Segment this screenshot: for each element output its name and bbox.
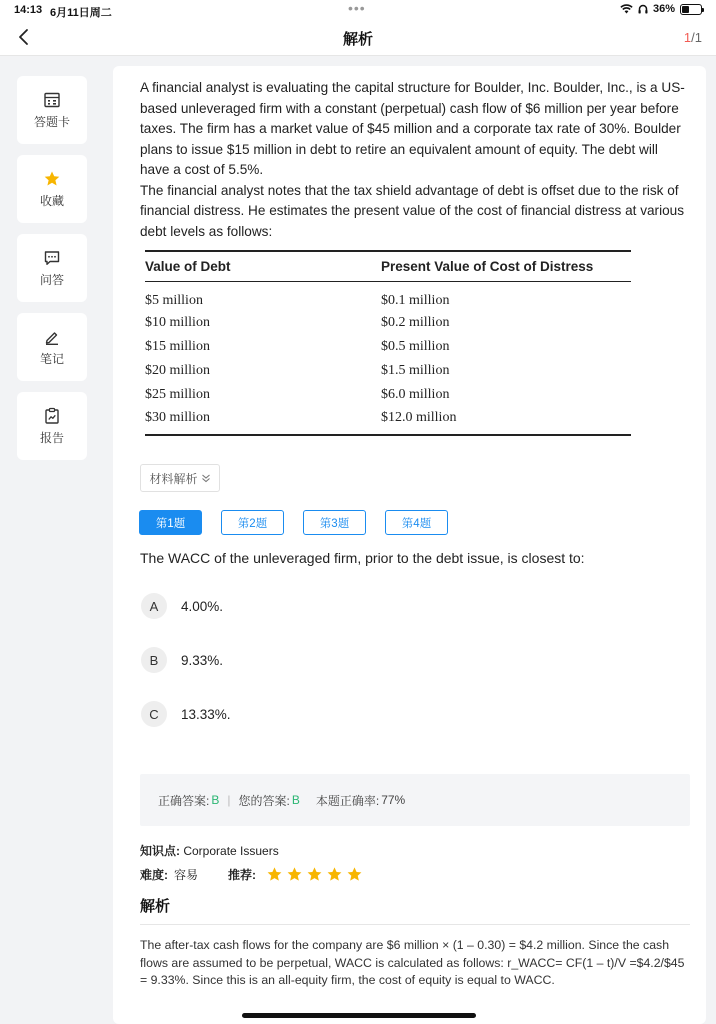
table-cell: $5 million (145, 292, 203, 308)
sidebar-item-notes[interactable] (17, 313, 87, 381)
table-cell: $30 million (145, 407, 381, 435)
page-indicator (684, 30, 702, 45)
star-icon (266, 866, 283, 883)
knowledge-value: Corporate Issuers (183, 844, 279, 858)
recommend-stars (266, 866, 363, 883)
home-indicator[interactable] (242, 1013, 476, 1018)
option-b[interactable] (141, 647, 223, 673)
table-row (145, 407, 631, 435)
sidebar-item-label: 问答 (39, 272, 64, 287)
multitask-dots[interactable]: ••• (348, 0, 366, 16)
sidebar-item-report[interactable] (17, 392, 87, 460)
table-header-row (145, 251, 631, 282)
explanation-text: The after-tax cash flows for the company are $6 million × (1 – 0.30) = $4.2 million. Since the cash flows are assumed to be perpetual, WACC is calculated as follows: r_WACC= CF(1 – t)/V =$4.2/$45 = 9.33%. Since this is an all-equity firm, the cost of equity is equal to WACC. (140, 938, 685, 987)
table-cell: $15 million (145, 339, 210, 355)
option-letter: B (141, 647, 167, 673)
correct-answer-label: 正确答案: (158, 793, 210, 808)
page-total: /1 (691, 30, 702, 45)
table-cell: $1.5 million (381, 362, 450, 378)
option-text: 13.33%. (181, 706, 231, 722)
tab-question-4[interactable]: 第4题 (385, 510, 448, 535)
table-cell: $0.5 million (381, 339, 450, 355)
status-date: 6月11日周二 (50, 7, 112, 19)
table-cell: $25 million (145, 386, 210, 402)
distress-cost-table (145, 250, 631, 436)
sidebar-item-favorite[interactable] (17, 155, 87, 223)
table-row (145, 359, 631, 383)
accuracy-value: 77% (381, 793, 406, 807)
chat-icon (43, 249, 61, 267)
content-card (113, 66, 706, 1024)
explanation-title: 解析 (140, 898, 171, 915)
battery-icon (680, 4, 702, 15)
knowledge-label: 知识点: (140, 844, 180, 858)
divider (140, 924, 690, 925)
table-row (145, 282, 631, 312)
nav-bar (0, 22, 716, 56)
answer-card-icon (43, 91, 61, 109)
table-cell: $6.0 million (381, 386, 450, 402)
table-header-debt: Value of Debt (145, 251, 381, 282)
table-row (145, 335, 631, 359)
sidebar-item-label: 笔记 (39, 351, 64, 366)
table-cell: $10 million (145, 315, 210, 331)
table-cell: $0.1 million (381, 292, 450, 308)
report-icon (43, 407, 61, 425)
your-answer-label: 您的答案: (238, 793, 290, 808)
table-row (145, 383, 631, 407)
material-explain-label: 材料解析 (149, 471, 198, 486)
star-icon (43, 170, 61, 188)
tab-question-1[interactable]: 第1题 (139, 510, 202, 535)
sidebar-item-answer-card[interactable] (17, 76, 87, 144)
answer-summary (140, 774, 690, 826)
double-chevron-down-icon (201, 473, 211, 483)
sidebar (17, 76, 87, 471)
sidebar-item-label: 答题卡 (33, 114, 70, 129)
sidebar-item-label: 收藏 (39, 193, 64, 208)
status-time: 14:13 (14, 4, 43, 16)
accuracy-label: 本题正确率: (315, 793, 380, 808)
difficulty-row (140, 866, 363, 883)
question-text: The WACC of the unleveraged firm, prior to the debt issue, is closest to: (140, 550, 585, 566)
table-cell: $0.2 million (381, 315, 450, 331)
sidebar-item-label: 报告 (39, 430, 64, 445)
difficulty-value: 容易 (174, 868, 199, 882)
option-letter: C (141, 701, 167, 727)
sidebar-item-qa[interactable] (17, 234, 87, 302)
star-icon (306, 866, 323, 883)
battery-percent: 36% (652, 3, 675, 15)
question-tabs (139, 510, 448, 535)
table-header-cost: Present Value of Cost of Distress (381, 251, 631, 282)
passage-paragraph: The financial analyst notes that the tax shield advantage of debt is offset due to the risk of financial distress. He estimates the present value of the cost of financial distress at various debt levels as follows: (140, 182, 685, 239)
wifi-icon (620, 4, 633, 14)
table-cell: $20 million (145, 362, 210, 378)
option-text: 9.33%. (181, 652, 224, 668)
correct-answer-value: B (211, 793, 220, 807)
star-icon (346, 866, 363, 883)
table-row (145, 312, 631, 336)
status-bar (0, 0, 716, 22)
page-title: 解析 (342, 31, 373, 48)
material-explain-button[interactable] (140, 464, 220, 492)
difficulty-label: 难度: (140, 868, 168, 882)
passage-paragraph: A financial analyst is evaluating the capital structure for Boulder, Inc. Boulder, Inc., is a US-based unleveraged firm with a constant (perpetual) cash flow of $6 million per year before taxes. The firm has a market value of $45 million and a corporate tax rate of 30%. Boulder plans to issue $15 million in debt to retire an equivalent amount of equity. The debt will have a cost of 5.5%. (140, 80, 685, 177)
option-c[interactable] (141, 701, 231, 727)
page-current: 1 (683, 30, 692, 45)
headphones-icon (638, 4, 648, 14)
table-cell: $12.0 million (381, 407, 631, 435)
tab-question-3[interactable]: 第3题 (303, 510, 366, 535)
tab-question-2[interactable]: 第2题 (221, 510, 284, 535)
battery-fill (682, 6, 689, 13)
option-letter: A (141, 593, 167, 619)
option-a[interactable] (141, 593, 223, 619)
passage (140, 78, 685, 242)
recommend-label: 推荐: (228, 868, 257, 882)
option-text: 4.00%. (181, 598, 224, 614)
star-icon (326, 866, 343, 883)
star-icon (286, 866, 303, 883)
answer-separator: | (227, 793, 231, 807)
status-right (620, 3, 702, 15)
your-answer-value: B (291, 793, 300, 807)
pen-icon (43, 328, 61, 346)
knowledge-point (140, 842, 279, 859)
